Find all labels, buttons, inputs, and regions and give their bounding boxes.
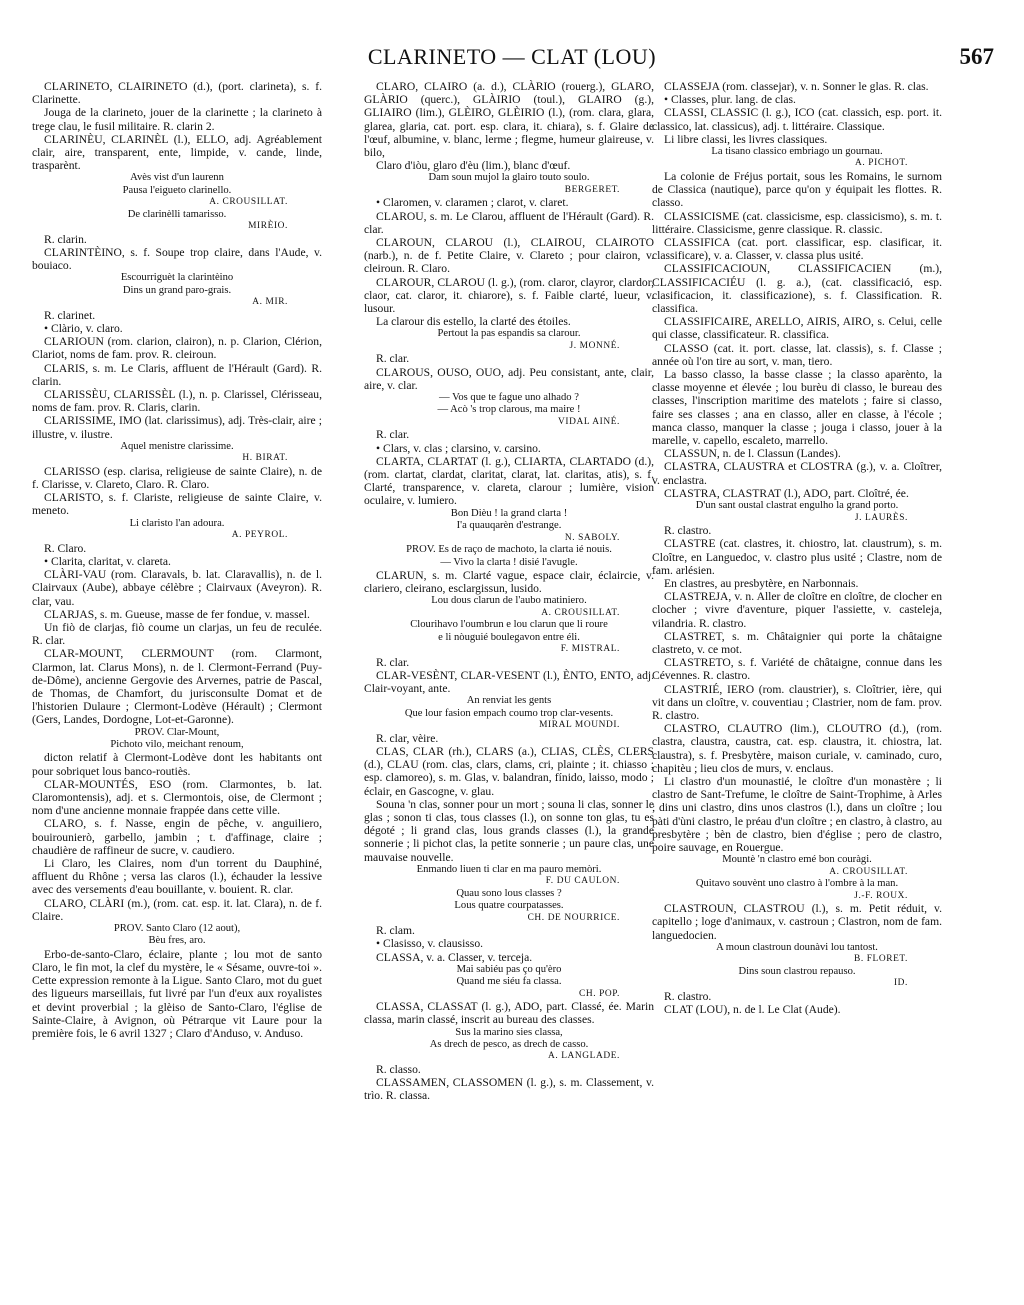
- entry-paragraph: CLASSEJA (rom. classejar), v. n. Sonner le glas. R. clas.: [664, 80, 929, 93]
- entry-paragraph: R. clar.: [376, 655, 410, 669]
- attribution: A. CROUSILLAT.: [209, 197, 288, 208]
- entry-paragraph: CLARO, CLÀRI (m.), (rom. cat. esp. it. lat. Clara), n. de f. Claire.: [32, 896, 322, 923]
- quotation: Enmando liuen ti clar en ma pauro memòri.: [416, 863, 602, 875]
- entry-paragraph: La clarour dis estello, la clarté des étoiles.: [376, 315, 571, 329]
- column-left: [32, 80, 322, 1040]
- attribution: J.-F. ROUX.: [854, 890, 908, 901]
- entry-paragraph: Li libre classi, les livres classiques.: [664, 132, 828, 146]
- entry-paragraph: CLARINETO, CLAIRINETO (d.), (port. clarineta), s. f. Clarinette.: [32, 80, 322, 107]
- entry-paragraph: R. clam.: [376, 924, 415, 938]
- entry-paragraph: R. Claro.: [44, 541, 87, 555]
- attribution: N. SABOLY.: [564, 532, 620, 543]
- entry-paragraph: CLARISSIME, IMO (lat. clarissimus), adj. Très-clair, aire ; illustre, v. ilustre.: [32, 414, 322, 441]
- attribution: A. LANGLADE.: [547, 1051, 620, 1062]
- entry-paragraph: R. clar, vèire.: [376, 731, 439, 745]
- attribution: J. LAURÈS.: [854, 512, 908, 523]
- entry-paragraph: CLASTRIÉ, IERO (rom. claustrier), s. Cloîtrier, ière, qui vit dans un cloître, v. couventiau ; Clastrier, nom de fam. prov. R. clastro.: [652, 682, 942, 722]
- entry-paragraph: CLAROUR, CLAROU (l. g.), (rom. claror, clayror, clardor, claor, cat. claror, it. chiarore), s. f. Faible clarté, lueur, v. lusour.: [364, 275, 654, 316]
- attribution: VIDAL AINÉ.: [558, 416, 620, 427]
- entry-paragraph: Souna 'n clas, sonner pour un mort ; souna li clas, sonner le glas ; sonon ti clas, tous classes (l.), on sonne ton glas, tu es dégoté ; li grand clas, lous grands classes (l.), la grande sonnerie ; li pichot clas, la petite sonnerie ; un paure clas, une mauvaise nouvelle.: [364, 797, 654, 864]
- entry-paragraph: CLASTREJA, v. n. Aller de cloître en cloître, de clocher en clocher ; vivre d'aventure, piquer l'assiette, v. casteleja, vilandria. R. clastro.: [652, 590, 942, 630]
- entry-paragraph: • Clàrio, v. claro.: [44, 322, 123, 336]
- quotation: Clourihavo l'oumbrun e lou clarun que li roure e li nòuguié boulegavon entre éli.: [410, 619, 608, 643]
- quotation: Bon Dièu ! la grand clarta ! I'a quauqarèn d'estrange.: [450, 507, 568, 532]
- attribution: CH. DE NOURRICE.: [527, 912, 620, 923]
- entry-paragraph: R. clarinet.: [44, 308, 96, 322]
- entry-paragraph: CLARISTO, s. f. Clariste, religieuse de sainte Claire, v. meneto.: [32, 491, 322, 518]
- quotation: Dam soun mujol la glairo touto soulo.: [428, 172, 590, 184]
- quotation: Escourriguèt la clarintèino Dins un grand paro-grais.: [120, 272, 234, 296]
- entry-paragraph: CLARUN, s. m. Clarté vague, espace clair, éclaircie, v. clariero, cleirano, esclargissun, lusido.: [364, 568, 654, 596]
- attribution: A. CROUSILLAT.: [829, 866, 908, 877]
- entry-paragraph: • Clasisso, v. clausisso.: [376, 937, 484, 951]
- entry-paragraph: R. clastro.: [664, 524, 712, 538]
- column-middle: [364, 80, 654, 1103]
- quotation: PROV. Santo Claro (12 aout), Bèu fres, aro.: [113, 922, 241, 947]
- attribution: J. MONNÉ.: [569, 340, 620, 351]
- attribution: MIRÈIO.: [248, 221, 288, 232]
- entry-paragraph: CLASTRE (cat. clastres, it. chiostro, lat. claustrum), s. m. Cloître, en Languedoc, v. clastro plus usité ; Clastre, nom de fam. arlésien.: [652, 537, 942, 577]
- entry-paragraph: CLAR-MOUNTÉS, ESO (rom. Clarmontes, b. lat. Claromontensis), adj. et s. Clermontois, oise, de Clermont ; nom d'une ancienne monnaie frappée dans cette ville.: [32, 777, 322, 818]
- attribution: ID.: [893, 978, 908, 989]
- entry-paragraph: Li Claro, les Claires, nom d'un torrent du Dauphiné, affluent du Rhône ; versa las claros (l.), échauder la lessive avec des versements d'eau bouillante, v. bouient. R. clar.: [32, 856, 322, 897]
- quotation: Lou dous clarun de l'aubo matiniero.: [431, 595, 587, 607]
- entry-paragraph: CLARTA, CLARTAT (l. g.), CLIARTA, CLARTADO (d.), (rom. clartat, clardat, claritat, clarat, lat. claritas, atis), s. f. Clarté, transparence, v. clareta, clarour ; lumière, vision oculaire, v. lumiero.: [364, 454, 654, 508]
- quotation: PROV. Es de raço de machoto, la clarta ié nouis. — Vivo la clarta ! disié l'avugle.: [406, 544, 612, 568]
- entry-paragraph: • Clarita, claritat, v. clareta.: [44, 554, 171, 568]
- quotation: A moun clastroun dounàvi lou tantost.: [716, 941, 878, 953]
- entry-paragraph: Jouga de la clarineto, jouer de la clarinette ; la clarineto à trege clau, le fusil militaire. R. clarin 2.: [32, 106, 322, 133]
- quotation: Dins soun clastrou repauso.: [738, 965, 856, 977]
- entry-paragraph: CLÀRI-VAU (rom. Claravals, b. lat. Claravallis), n. de l. Clairvaux (Aube), abbaye célèbre ; Clairvaux (Aveyron). R. clar, vau.: [32, 568, 322, 608]
- entry-paragraph: CLASSO (cat. it. port. classe, lat. classis), s. f. Classe ; année où l'on tire au sort, v. man, tiero.: [652, 341, 942, 368]
- entry-paragraph: La colonie de Fréjus portait, sous les Romains, le surnom de Classica (nautique), parce qu'on y équipait les flottes. R. classo.: [652, 170, 942, 210]
- entry-paragraph: CLAR-VESÈNT, CLAR-VESENT (l.), ÈNTO, ENTO, adj. Clair-voyant, ante.: [364, 668, 654, 696]
- quotation: La tisano classico embriago un gournau.: [711, 146, 883, 158]
- quotation: Quau sono lous classes ? Lous quatre courpatasses.: [454, 887, 564, 912]
- attribution: MIRAL MOUNDI.: [539, 720, 620, 731]
- attribution: A. PEYROL.: [231, 530, 288, 541]
- entry-paragraph: CLARJAS, s. m. Gueuse, masse de fer fondue, v. massel.: [44, 607, 310, 621]
- attribution: BERGEREТ.: [564, 184, 620, 195]
- quotation: Quitavo souvènt uno clastro à l'ombre à la man.: [695, 878, 899, 890]
- entry-paragraph: dicton relatif à Clermont-Lodève dont les habitants ont pour sobriquet lous banco-routiès.: [32, 751, 322, 778]
- quotation: Mountè 'n clastro emé bon couràgi.: [722, 854, 872, 866]
- entry-paragraph: CLASTRO, CLAUTRO (lim.), CLOUTRO (d.), (rom. clastra, claustra, caustra, cat. esp. claustra, it. chiostra, lat. claustra), s. f. Presbytère, maison curiale, v. caminado, curo, chapitèu ; lieu clos de murs, v. enclaus.: [652, 722, 942, 775]
- entry-paragraph: CLARISSÈU, CLARISSÈL (l.), n. p. Clarissel, Clérisseau, noms de fam. prov. R. Claris, clarin.: [32, 388, 322, 415]
- entry-paragraph: Erbo-de-santo-Claro, éclaire, plante ; lou mot de santo Claro, le fin mot, la clef du mystère, le « Sésame, ouvre-toi ». Cette expression remonte à la Ligue. Santo Claro, mot du guet des ligueurs marseillais, fut livré par l'un d'eux aux royalistes et devint proverbial ; la glèiso de Santo-Claro, l'église de Sainte-Claire, à Avignon, où Pétrarque vit Laure pour la première fois, le 6 avril 1327 ; Claro d'Anduso, v. Anduso.: [32, 947, 322, 1041]
- entry-paragraph: CLARINÈU, CLARINÈL (l.), ELLO, adj. Agréablement clair, aire, transparent, ente, limpide, v. cande, linde, trasparènt.: [32, 132, 322, 173]
- entry-paragraph: CLARO, CLAIRO (a. d.), CLÀRIO (rouerg.), GLARO, GLÀRIO (querc.), GLÀIRIO (toul.), GLAIRO (g.), GLIAIRO (lim.), GLÈIRO, GLÈIRIO (l.), (rom. clara, glara, glarea, glaria, cat. port. esp. clara, it. chiara), s. f. Glaire de l'œuf, albumine, v. blanc, lerme ; flegme, humeur glaireuse, v. bilo,: [364, 80, 654, 160]
- entry-paragraph: CLASTRETO, s. f. Variété de châtaigne, connue dans les Cévennes. R. clastro.: [652, 656, 942, 683]
- entry-paragraph: CLAROU, s. m. Le Clarou, affluent de l'Hérault (Gard). R. clar.: [364, 209, 654, 236]
- quotation: D'un sant oustal clastrat engulho la grand porto.: [695, 500, 899, 512]
- entry-paragraph: • Clars, v. clas ; clarsino, v. carsino.: [376, 441, 541, 455]
- attribution: H. BIRAT.: [242, 453, 288, 464]
- column-right: [652, 80, 942, 1016]
- entry-paragraph: R. clastro.: [664, 989, 712, 1003]
- quotation: Pertout la pas espandis sa clarour.: [437, 328, 581, 340]
- attribution: F. MISTRAL.: [560, 644, 620, 655]
- entry-paragraph: CLAROUN, CLAROU (l.), CLAIROU, CLAIROTO (narb.), n. de f. Petite Claire, v. Clareto ; pour clairon, v. cleiroun. R. Claro.: [364, 236, 654, 276]
- entry-paragraph: En clastres, au presbytère, en Narbonnais.: [664, 576, 859, 590]
- quotation: Sus la marino sies classa, As drech de pesco, as drech de casso.: [429, 1026, 589, 1050]
- quotation: — Vos que te fague uno alhado ? — Acò 's trop clarous, ma maire !: [437, 392, 581, 416]
- entry-paragraph: CLARINTÈINO, s. f. Soupe trop claire, dans l'Aude, v. bouiaco.: [32, 246, 322, 273]
- entry-paragraph: CLASSICISME (cat. classicisme, esp. classicismo), s. m. t. littéraire. Classicisme, genre classique. R. classic.: [652, 209, 942, 236]
- quotation: An renviat les gents Que lour fasion empach coumo trop clar-vesents.: [404, 695, 614, 719]
- quotation: Aquel menistre clarissime.: [120, 440, 234, 452]
- attribution: F. DU CAULON.: [545, 876, 620, 887]
- entry-paragraph: Un fiò de clarjas, fiò coume un clarjas, un feu de reculée. R. clar.: [32, 620, 322, 648]
- entry-paragraph: Li clastro d'un mounastié, le cloître d'un monastère ; li clastro de Sant-Trefume, le cloître de Saint-Trophime, à Arles ; dins uni clastro, dins unos clastros (l.), dans un cloître ; lou pàti d'ùni clastro, le préau d'un cloître ; en clastro, à clastro, au presbytère ; bèn de clastro, bien d'église ; pero de clastro, poire sauvage, en Rouergue.: [652, 774, 942, 854]
- entry-paragraph: CLARIS, s. m. Le Claris, affluent de l'Hérault (Gard). R. clarin.: [32, 361, 322, 388]
- entry-paragraph: CLAT (LOU), n. de l. Le Clat (Aude).: [664, 1002, 841, 1016]
- entry-paragraph: CLAR-MOUNT, CLERMOUNT (rom. Clarmont, Clarmon, lat. Clarus Mons), n. de l. Clermont-Ferrand (Puy-de-Dôme), ancienne Gergovie des Arvernes, patrie de Pascal, de Thomas, de Chamfort, du jurisconsulte Domat et de l'historien Dulaure ; Clermont-Lodève (Hérault) ; Clermont (Gers, Landes, Dordogne, Lot-et-Garonne).: [32, 647, 322, 727]
- entry-paragraph: R. clar.: [376, 352, 410, 366]
- entry-paragraph: La basso classo, la basse classe ; la classo aparènto, la classe moyenne et élevée ; lou burèu di classo, le bureau des classes, l'inscription maritime des matelots ; faire si classo, faire ses classes ; ana en classo, aller en classe, à l'école ; manca classo, manquer la classe ; jouga i classo, jouer à la marelle, v. capello, escaleto, marrello.: [652, 368, 942, 448]
- attribution: CH. POP.: [578, 988, 620, 999]
- entry-paragraph: • Classes, plur. lang. de clas.: [664, 93, 796, 107]
- entry-paragraph: CLASSI, CLASSIC (l. g.), ICO (cat. classich, esp. port. it. classico, lat. classicus), adj. t. littéraire. Classique.: [652, 106, 942, 133]
- entry-paragraph: CLASTRA, CLAUSTRA et CLOSTRA (g.), v. a. Cloîtrer, v. enclastra.: [652, 460, 942, 487]
- quotation: PROV. Clar-Mount, Pichoto vilo, meichant renoum,: [110, 726, 244, 750]
- entry-paragraph: CLASTRA, CLASTRAT (l.), ADO, part. Cloîtré, ée.: [664, 486, 909, 500]
- quotation: De clarinèlli tamarisso.: [127, 208, 227, 220]
- entry-paragraph: CLASSIFICACIOUN, CLASSIFICACIEN (m.), CLASSIFICACIÉU (l. g. a.), (cat. classificació, esp. clasificacion, it. classificazione), s. f. Classification. R. classifica.: [652, 262, 942, 316]
- entry-paragraph: CLARIOUN (rom. clarion, clairon), n. p. Clarion, Clérion, Clariot, noms de fam. prov. R. cleiroun.: [32, 335, 322, 362]
- entry-paragraph: CLASSAMEN, CLASSOMEN (l. g.), s. m. Classement, v. trìo. R. classa.: [364, 1076, 654, 1103]
- attribution: A. MIR.: [252, 297, 288, 308]
- quotation: Li claristo l'an adoura.: [129, 517, 225, 529]
- entry-paragraph: CLAS, CLAR (rh.), CLARS (a.), CLIAS, CLÈS, CLERS (d.), CLAU (rom. clas, clars, clams, cri, plainte ; it. chiasso ; esp. clamoreo), s. m. Glas, v. balandran, fínido, laisso, modo ; éclair, en Gascogne, v. glau.: [364, 744, 654, 798]
- entry-paragraph: R. clar.: [376, 428, 410, 442]
- entry-paragraph: CLASSIFICA (cat. port. classificar, esp. clasificar, it. classificare), v. a. Classer, v. classa plus usité.: [652, 236, 942, 263]
- quotation: Avès vist d'un laurenn Pausa l'eigueto clarinello.: [122, 172, 232, 196]
- attribution: B. FLORET.: [853, 954, 908, 965]
- entry-paragraph: CLASTROUN, CLASTROU (l.), s. m. Petit réduit, v. capitello ; loge d'animaux, v. castroun ; Clastron, nom de fam. languedocien.: [652, 902, 942, 942]
- entry-paragraph: CLASTRET, s. m. Châtaignier qui porte la châtaigne clastreto, v. ce mot.: [652, 629, 942, 656]
- entry-paragraph: CLASSIFICAIRE, ARELLO, AIRIS, AIRO, s. Celui, celle qui classe, classificateur. R. classifica.: [652, 315, 942, 342]
- entry-paragraph: CLAROUS, OUSO, OUO, adj. Peu consistant, ante, clair, aire, v. clar.: [364, 365, 654, 392]
- entry-paragraph: Claro d'iòu, glaro d'èu (lim.), blanc d'œuf.: [376, 159, 571, 173]
- entry-paragraph: • Claromen, v. claramen ; clarot, v. claret.: [376, 196, 569, 210]
- page-number: 567: [959, 44, 994, 69]
- quotation: Mai sabiéu pas ço qu'èro Quand me siéu fa classa.: [456, 963, 562, 988]
- entry-paragraph: CLASSA, CLASSAT (l. g.), ADO, part. Classé, ée. Marin classa, marin classé, inscrit au bureau des classes.: [364, 1000, 654, 1027]
- entry-paragraph: CLARO, s. f. Nasse, engin de pêche, v. anguiliero, bouirounierò, garbello, jambin ; t. d'affinage, claire ; chaudière de raffineur de sucre, v. caudiero.: [32, 817, 322, 857]
- entry-paragraph: CLASSA, v. a. Classer, v. terceja.: [376, 950, 533, 964]
- entry-paragraph: R. clarin.: [44, 232, 87, 246]
- entry-paragraph: CLARISSO (esp. clarisa, religieuse de sainte Claire), n. de f. Clarisse, v. Clareto, Claro. R. Claro.: [32, 464, 322, 492]
- attribution: A. CROUSILLAT.: [541, 607, 620, 618]
- entry-paragraph: R. classo.: [376, 1063, 421, 1076]
- entry-paragraph: CLASSUN, n. de l. Classun (Landes).: [664, 447, 841, 461]
- running-header-title: CLARINETO — CLAT (LOU): [367, 44, 657, 69]
- attribution: A. PICHOT.: [855, 158, 908, 169]
